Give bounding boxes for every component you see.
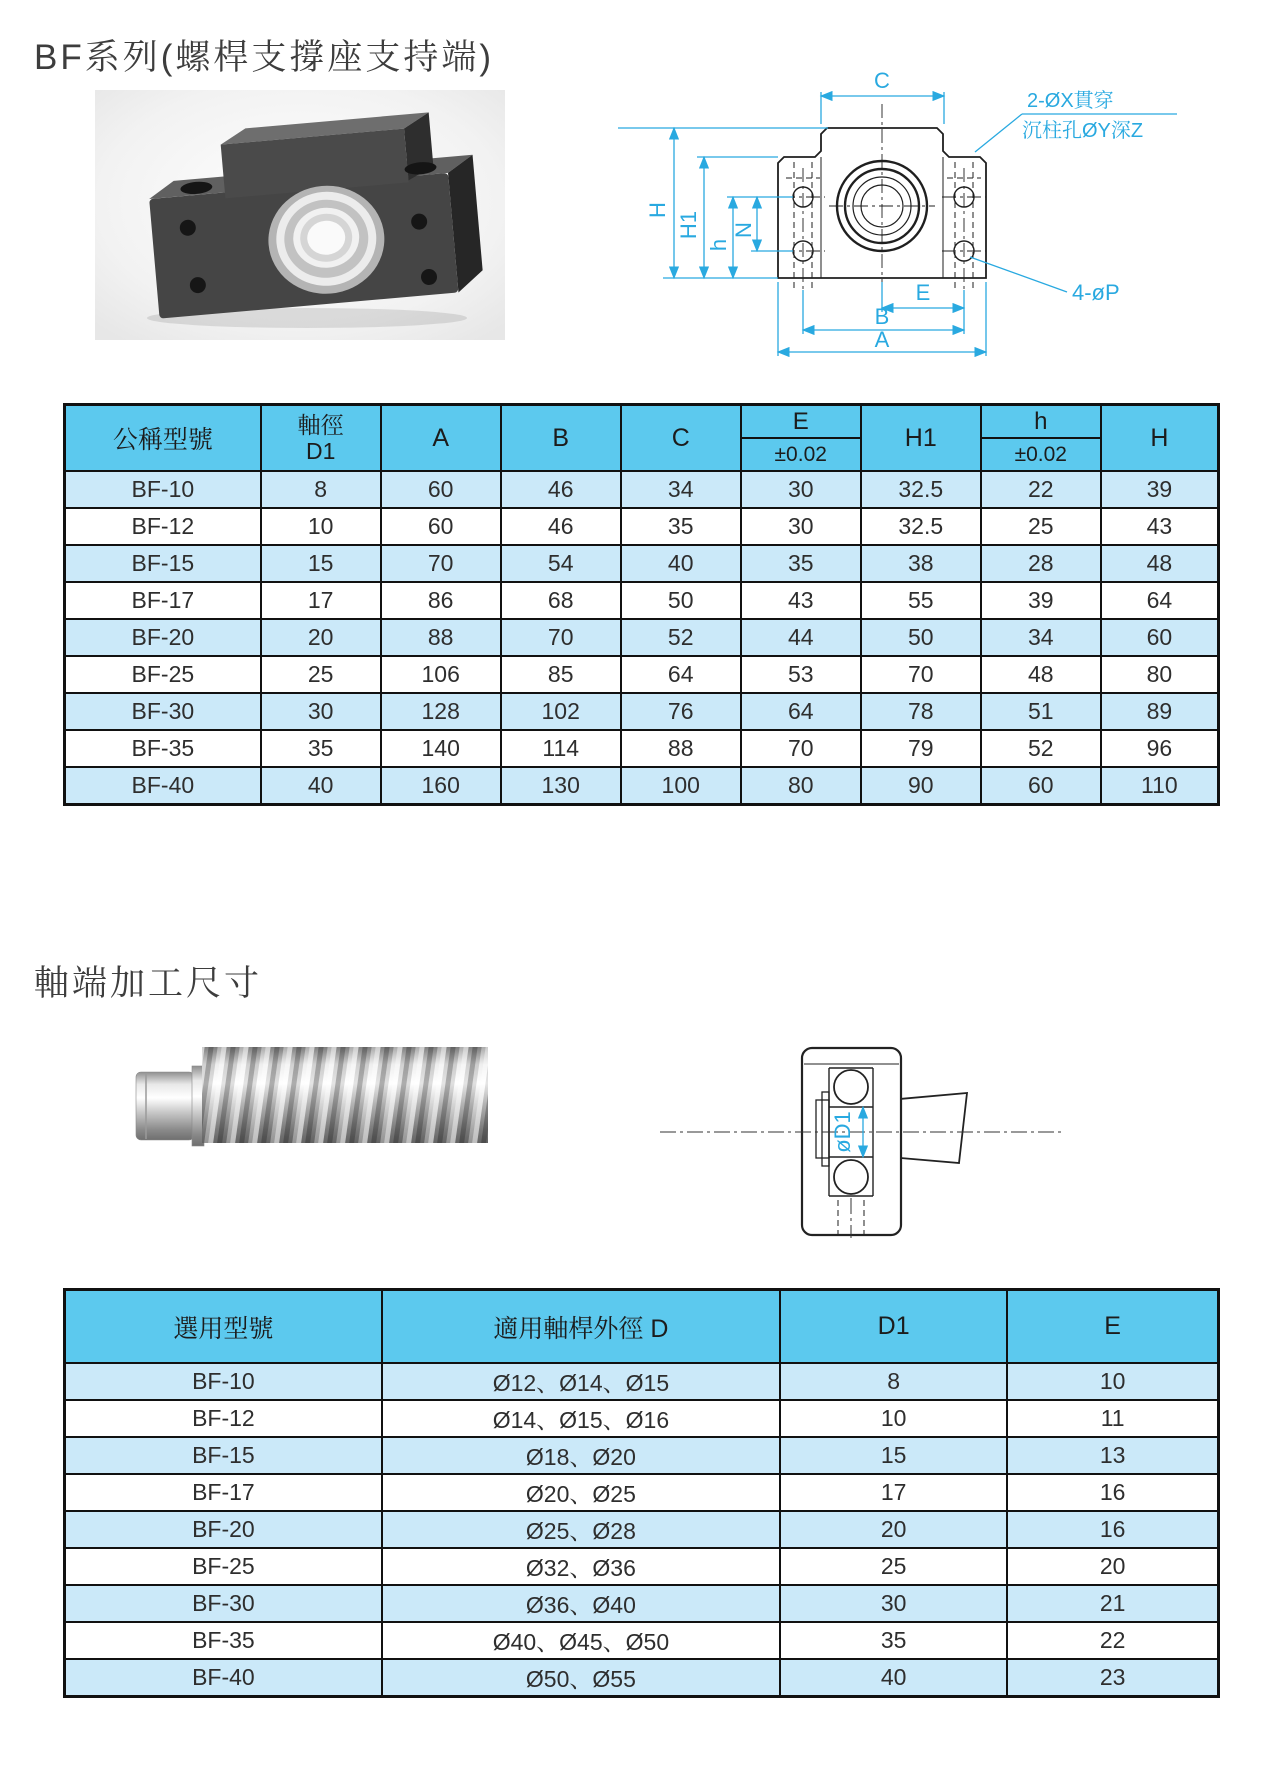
col-header-model: 公稱型號 — [65, 405, 261, 472]
table-cell: BF-35 — [65, 730, 261, 767]
dim-label-a: A — [874, 327, 890, 352]
table-cell: 40 — [621, 545, 741, 582]
table-cell: 30 — [741, 508, 861, 545]
table-cell: 8 — [261, 471, 381, 508]
table-cell: 55 — [861, 582, 981, 619]
col-header-b: B — [501, 405, 621, 472]
table-cell: BF-15 — [65, 1437, 382, 1474]
table-row — [65, 1400, 1219, 1437]
h-label: h — [982, 406, 1100, 439]
table-cell: 114 — [501, 730, 621, 767]
table-cell: Ø25、Ø28 — [382, 1511, 780, 1548]
table-cell: 52 — [621, 619, 741, 656]
section2-title: 軸端加工尺寸 — [34, 964, 263, 1003]
table-cell: 50 — [861, 619, 981, 656]
table-row — [65, 1474, 1219, 1511]
table-cell: 53 — [741, 656, 861, 693]
table-cell: 70 — [861, 656, 981, 693]
table-cell: Ø36、Ø40 — [382, 1585, 780, 1622]
table-cell: BF-20 — [65, 1511, 382, 1548]
col-header-shaft-od: 適用軸桿外徑 D — [382, 1290, 780, 1364]
table-cell: 11 — [1007, 1400, 1218, 1437]
table-row — [65, 1511, 1219, 1548]
table-cell: 88 — [621, 730, 741, 767]
table-cell: 60 — [981, 767, 1101, 805]
table-cell: 48 — [981, 656, 1101, 693]
table-cell: BF-10 — [65, 471, 261, 508]
table-cell: 35 — [621, 508, 741, 545]
table-cell: 90 — [861, 767, 981, 805]
dim-label-n: N — [731, 222, 756, 238]
table-cell: 52 — [981, 730, 1101, 767]
table-cell: 78 — [861, 693, 981, 730]
table-cell: 89 — [1101, 693, 1219, 730]
table-row — [65, 1622, 1219, 1659]
table-cell: Ø32、Ø36 — [382, 1548, 780, 1585]
dim-label-h-cap: H — [645, 202, 670, 218]
table-cell: 10 — [261, 508, 381, 545]
table-row — [65, 730, 1219, 767]
table-cell: 23 — [1007, 1659, 1218, 1697]
table-cell: 70 — [381, 545, 501, 582]
table-cell: 88 — [381, 619, 501, 656]
table-cell: 70 — [741, 730, 861, 767]
dimension-table — [63, 403, 1220, 806]
table-cell: BF-25 — [65, 656, 261, 693]
table-cell: 48 — [1101, 545, 1219, 582]
table-cell: 34 — [621, 471, 741, 508]
table-row — [65, 619, 1219, 656]
table-cell: 64 — [741, 693, 861, 730]
table-cell: BF-12 — [65, 1400, 382, 1437]
table-cell: 43 — [741, 582, 861, 619]
table-cell: 160 — [381, 767, 501, 805]
table-cell: BF-30 — [65, 693, 261, 730]
table-row — [65, 545, 1219, 582]
table-cell: 30 — [741, 471, 861, 508]
table-cell: BF-17 — [65, 582, 261, 619]
table-cell: 15 — [780, 1437, 1007, 1474]
table-row — [65, 1659, 1219, 1697]
table-cell: 110 — [1101, 767, 1219, 805]
table-cell: Ø20、Ø25 — [382, 1474, 780, 1511]
table-row — [65, 582, 1219, 619]
table-cell: BF-25 — [65, 1548, 382, 1585]
table-cell: 128 — [381, 693, 501, 730]
table-cell: Ø12、Ø14、Ø15 — [382, 1363, 780, 1400]
table-cell: 38 — [861, 545, 981, 582]
table-cell: 51 — [981, 693, 1101, 730]
table-cell: 64 — [621, 656, 741, 693]
product-photo — [95, 90, 505, 340]
dim-label-b: B — [874, 304, 890, 329]
table-cell: 130 — [501, 767, 621, 805]
col-header-shaft-dia — [261, 405, 381, 472]
table-cell: 25 — [981, 508, 1101, 545]
table-cell: 13 — [1007, 1437, 1218, 1474]
table-cell: 76 — [621, 693, 741, 730]
shaft-dia-line1: 軸徑 — [297, 411, 344, 438]
table-cell: 22 — [981, 471, 1101, 508]
table-cell: 39 — [981, 582, 1101, 619]
table-cell: 17 — [261, 582, 381, 619]
table-cell: 28 — [981, 545, 1101, 582]
table-cell: BF-10 — [65, 1363, 382, 1400]
table-cell: 100 — [621, 767, 741, 805]
table-cell: 35 — [261, 730, 381, 767]
section1-title: BF系列(螺桿支撐座支持端) — [34, 38, 495, 77]
col-header-a: A — [381, 405, 501, 472]
callout-4op: 4-øP — [1072, 280, 1120, 305]
table-cell: 60 — [381, 471, 501, 508]
table-cell: 20 — [780, 1511, 1007, 1548]
table-cell: 25 — [261, 656, 381, 693]
table-cell: 80 — [741, 767, 861, 805]
table-cell: 16 — [1007, 1511, 1218, 1548]
table-cell: 21 — [1007, 1585, 1218, 1622]
table-cell: 140 — [381, 730, 501, 767]
table-row — [65, 1363, 1219, 1400]
shaft-dia-line2: D1 — [305, 438, 336, 464]
table-cell: 20 — [261, 619, 381, 656]
selection-table-wrapper — [63, 1288, 1220, 1698]
table-cell: 68 — [501, 582, 621, 619]
table-cell: 85 — [501, 656, 621, 693]
table-cell: BF-40 — [65, 767, 261, 805]
table-cell: Ø40、Ø45、Ø50 — [382, 1622, 780, 1659]
table-row — [65, 1585, 1219, 1622]
bore-diameter-label: øD1 — [830, 1111, 855, 1153]
table-cell: 32.5 — [861, 471, 981, 508]
table-cell: BF-12 — [65, 508, 261, 545]
table-cell: 46 — [501, 508, 621, 545]
table-cell: 30 — [780, 1585, 1007, 1622]
table-cell: 70 — [501, 619, 621, 656]
screw-shaft-photo — [128, 1030, 488, 1150]
table-row — [65, 508, 1219, 545]
table-row — [65, 1437, 1219, 1474]
table-row — [65, 1548, 1219, 1585]
table-cell: 60 — [381, 508, 501, 545]
table-cell: Ø50、Ø55 — [382, 1659, 780, 1697]
table-row — [65, 693, 1219, 730]
table-cell: 79 — [861, 730, 981, 767]
table-cell: 64 — [1101, 582, 1219, 619]
col-header-h-cap: H — [1101, 405, 1219, 472]
table-cell: 10 — [1007, 1363, 1218, 1400]
dimension-table-wrapper — [63, 403, 1220, 806]
table-cell: 54 — [501, 545, 621, 582]
table-cell: 102 — [501, 693, 621, 730]
table-cell: 43 — [1101, 508, 1219, 545]
table-cell: 35 — [741, 545, 861, 582]
h-tolerance: ±0.02 — [1014, 442, 1067, 466]
table-cell: 40 — [780, 1659, 1007, 1697]
table-cell: 40 — [261, 767, 381, 805]
dim-label-h-low: h — [706, 238, 731, 252]
table-cell: 20 — [1007, 1548, 1218, 1585]
table-cell: BF-17 — [65, 1474, 382, 1511]
table-header-row — [65, 1290, 1219, 1364]
table-cell: 22 — [1007, 1622, 1218, 1659]
table-cell: 96 — [1101, 730, 1219, 767]
table-cell: 30 — [261, 693, 381, 730]
table-cell: Ø14、Ø15、Ø16 — [382, 1400, 780, 1437]
table-header-row — [65, 405, 1219, 472]
table-cell: BF-15 — [65, 545, 261, 582]
table-cell: BF-20 — [65, 619, 261, 656]
table-cell: BF-30 — [65, 1585, 382, 1622]
table-cell: 16 — [1007, 1474, 1218, 1511]
table-cell: 25 — [780, 1548, 1007, 1585]
table-cell: BF-40 — [65, 1659, 382, 1697]
table-cell: 34 — [981, 619, 1101, 656]
callout-counterbore: 沉柱孔ØY深Z — [1022, 120, 1144, 142]
table-row — [65, 471, 1219, 508]
table-cell: 10 — [780, 1400, 1007, 1437]
table-cell: 50 — [621, 582, 741, 619]
col-header-h-low — [981, 405, 1101, 472]
col-header-c: C — [621, 405, 741, 472]
table-cell: 106 — [381, 656, 501, 693]
table-cell: 8 — [780, 1363, 1007, 1400]
table-cell: 39 — [1101, 471, 1219, 508]
table-row — [65, 656, 1219, 693]
col-header-d1: D1 — [780, 1290, 1007, 1364]
table-cell: 60 — [1101, 619, 1219, 656]
selection-table — [63, 1288, 1220, 1698]
col-header-model: 選用型號 — [65, 1290, 382, 1364]
table-cell: 17 — [780, 1474, 1007, 1511]
table-cell: 35 — [780, 1622, 1007, 1659]
table-cell: 80 — [1101, 656, 1219, 693]
table-cell: 15 — [261, 545, 381, 582]
col-header-e — [741, 405, 861, 472]
callout-through-hole: 2-ØX貫穿 — [1027, 90, 1114, 112]
e-label: E — [742, 406, 860, 439]
front-view-drawing — [575, 50, 1185, 360]
col-header-h1: H1 — [861, 405, 981, 472]
table-cell: 86 — [381, 582, 501, 619]
e-tolerance: ±0.02 — [774, 442, 827, 466]
table-cell: 44 — [741, 619, 861, 656]
table-row — [65, 767, 1219, 805]
dim-label-h1: H1 — [676, 210, 701, 240]
table-cell: 32.5 — [861, 508, 981, 545]
dim-label-e: E — [915, 280, 931, 305]
dim-label-c: C — [874, 68, 890, 93]
table-cell: Ø18、Ø20 — [382, 1437, 780, 1474]
table-cell: BF-35 — [65, 1622, 382, 1659]
col-header-e: E — [1007, 1290, 1218, 1364]
table-cell: 46 — [501, 471, 621, 508]
bearing-section-drawing — [650, 980, 1070, 1250]
